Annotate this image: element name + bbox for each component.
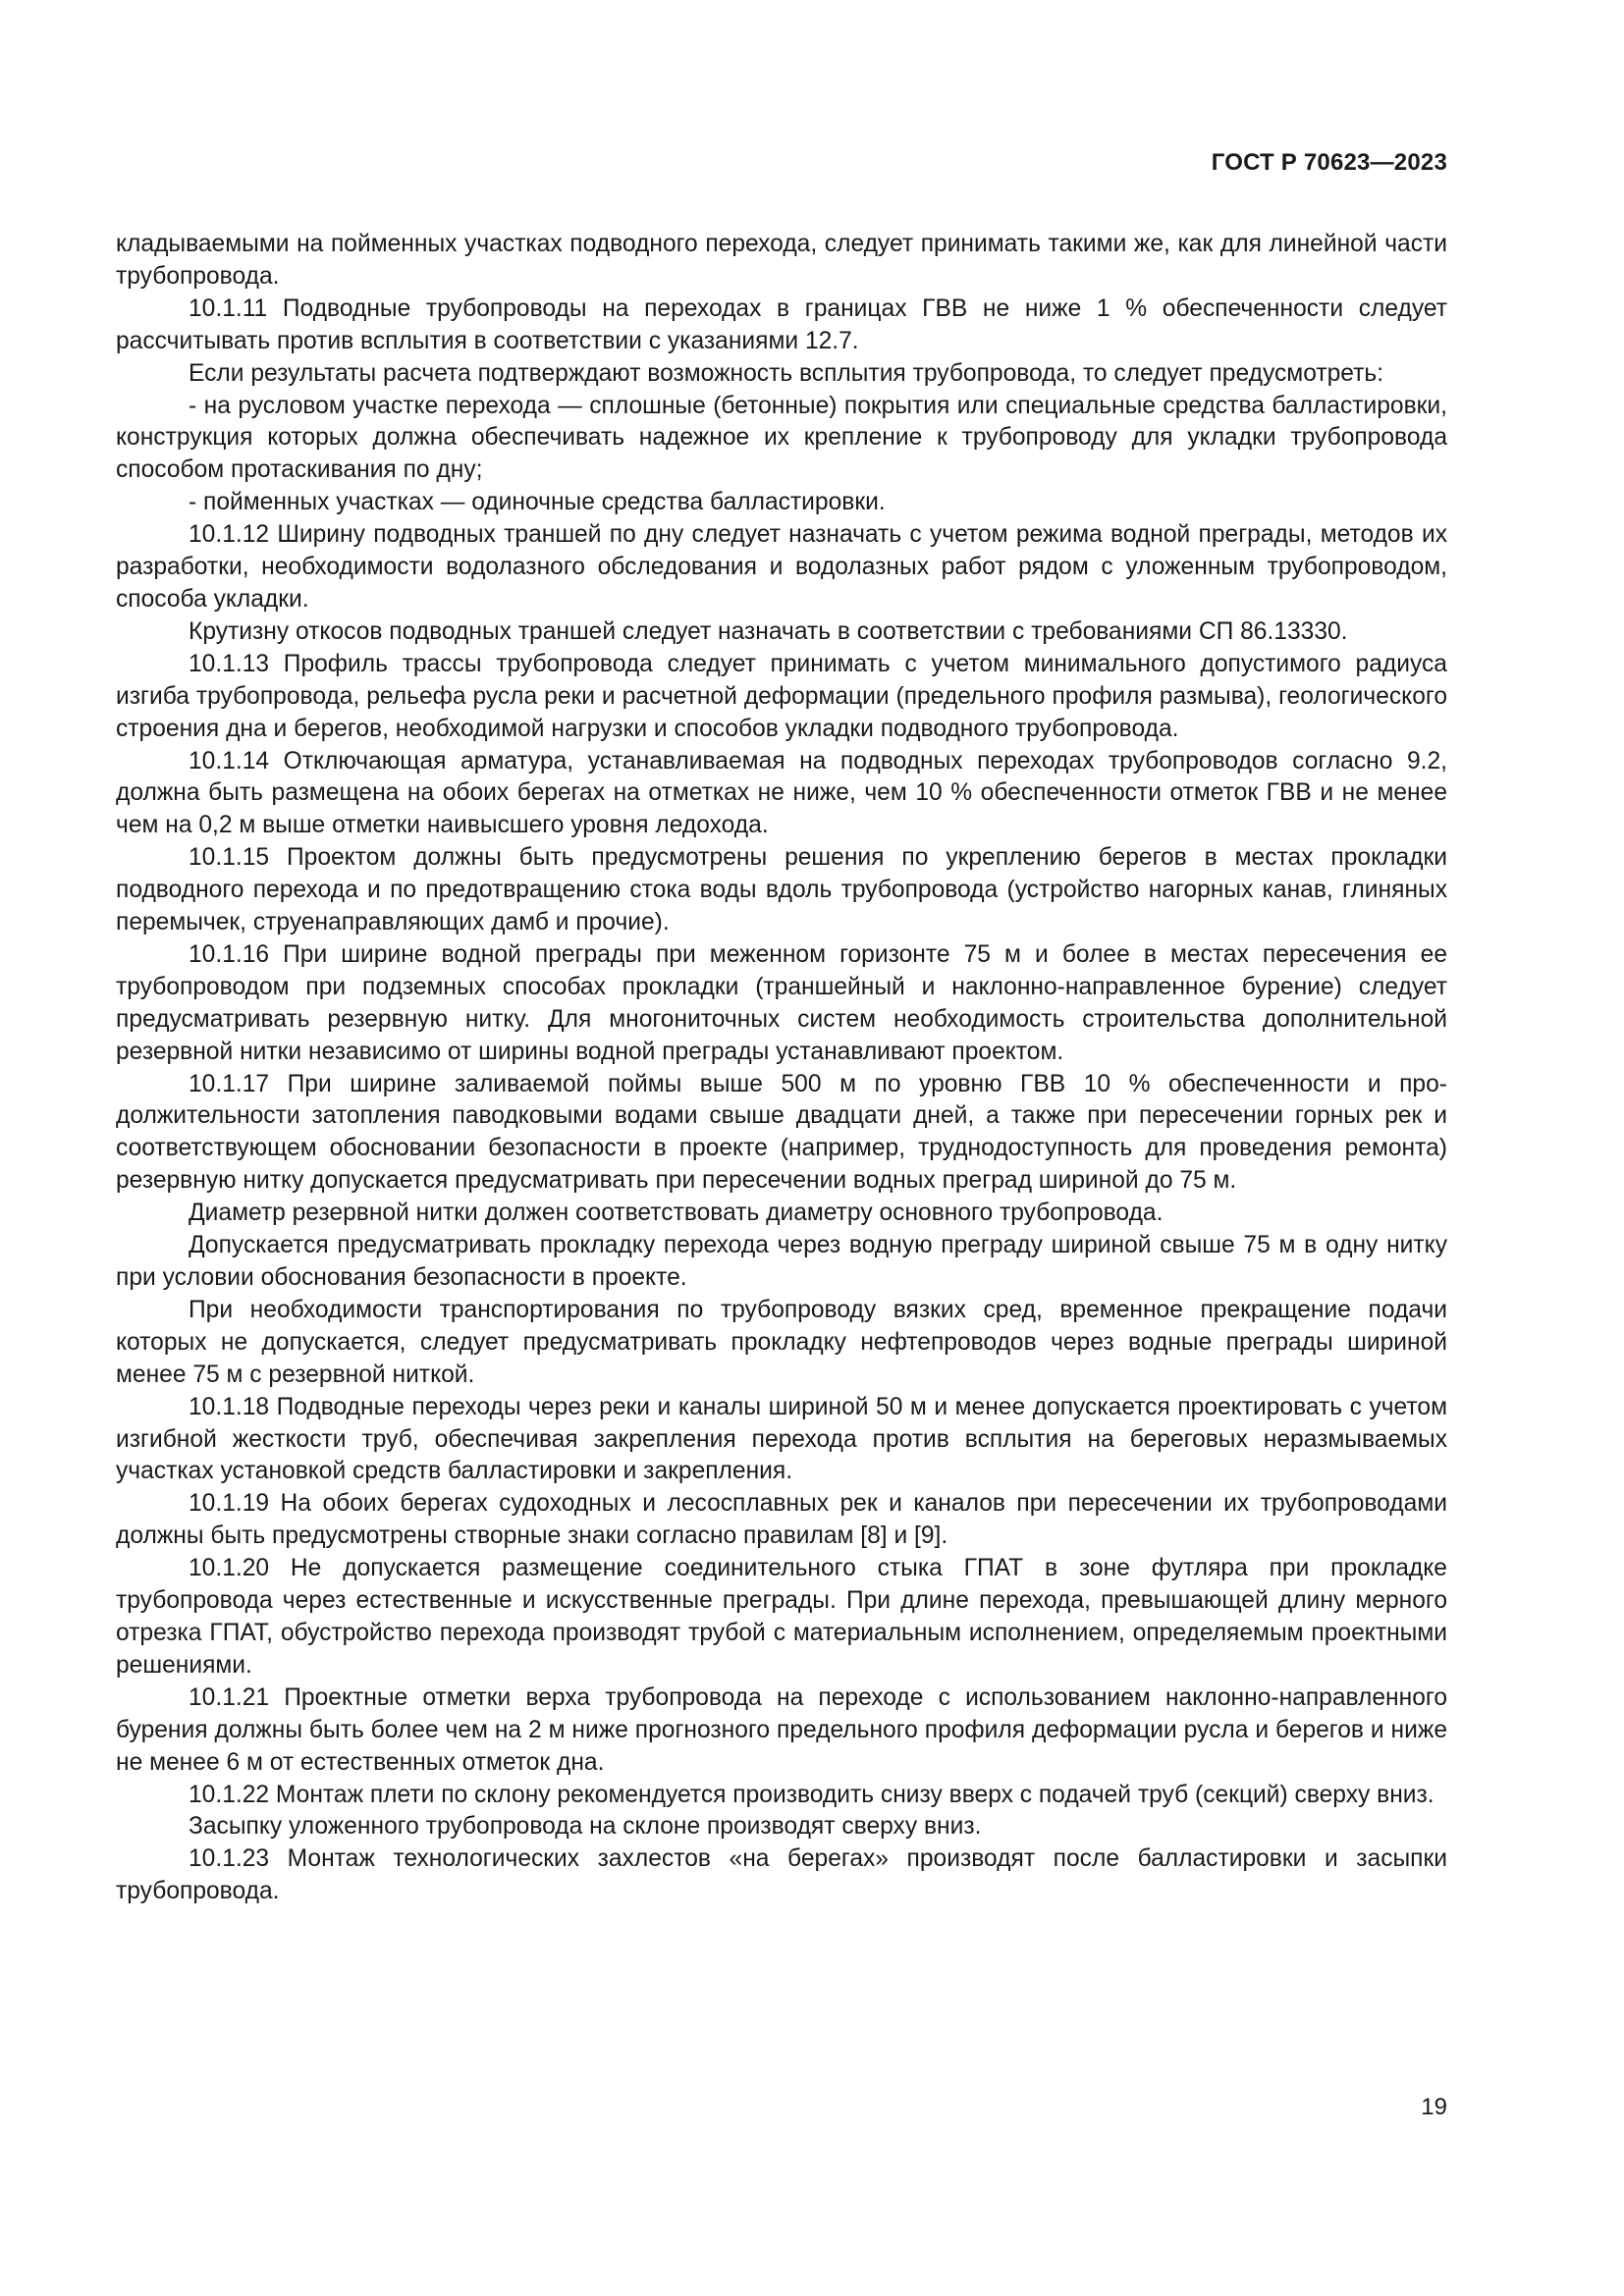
paragraph-10-1-15: 10.1.15 Проектом должны быть предусмотрены решения по укреплению берегов в местах прокладки подводного перехода и по предотвращению стока воды вдоль трубопровода (устройство нагорных канав, глиняных перемычек, струенаправляющих дамб и прочие). <box>116 844 1447 936</box>
paragraph-10-1-18: 10.1.18 Подводные переходы через реки и каналы шириной 50 м и менее допускается проектировать с учетом изгибной жесткости труб, обеспечивая закрепления перехода против всплытия на береговых неразмываемых участках установкой средств балластировки и закрепления. <box>116 1393 1447 1485</box>
paragraph-reserve-diameter: Диаметр резервной нитки должен соответствовать диаметру основного трубопровода. <box>189 1200 1164 1227</box>
paragraph-10-1-17: 10.1.17 При ширине заливаемой поймы выше 500 м по уровню ГВВ 10 % обеспеченности и продолжительности затопления паводковыми водами свыше двадцати дней, а также при пересечении горных рек и соответствующем обосновании безопасности в проекте (например, труднодоступность для проведения ремонта) резервную нитку допускается предусматривать при пересечении водных преград шириной до 75 м. <box>116 1070 1447 1195</box>
paragraph-single-line: Допускается предусматривать прокладку перехода через водную преграду шириной свыше 75 м в одну нитку при условии обоснования безопасности в проекте. <box>116 1232 1447 1291</box>
list-item-channel-section: - на русловом участке перехода — сплошные (бетонные) покрытия или специальные средства балластировки, конструкция которых должна обеспечивать надежное их крепление к трубопроводу для укладки трубопровода способом протаскивания по дну; <box>116 392 1447 484</box>
paragraph-continuation: кладываемыми на пойменных участках подводного перехода, следует принимать такими же, как для линейной части трубопровода. <box>116 231 1447 290</box>
paragraph-viscous-media: При необходимости транспортирования по трубопроводу вязких сред, временное прекращение подачи которых не допускается, следует предусматривать прокладку нефтепроводов через водные преграды шириной менее 75 м с резервной ниткой. <box>116 1296 1447 1388</box>
paragraph-10-1-21: 10.1.21 Проектные отметки верха трубопровода на переходе с использованием наклонно-направленного бурения должны быть более чем на 2 м ниже прогнозного предельного профиля деформации русла и берегов и ниже не менее 6 м от естественных отметок дна. <box>116 1683 1447 1776</box>
paragraph-slope-steepness: Крутизну откосов подводных траншей следует назначать в соответствии с требованиями СП 86.13330. <box>189 617 1348 645</box>
paragraph-10-1-14: 10.1.14 Отключающая арматура, устанавливаемая на подводных переходах трубопроводов согласно 9.2, должна быть размещена на обоих берегах на отметках не ниже, чем 10 % обеспеченности отметок ГВВ и не менее чем на 0,2 м выше отметки наивысшего уровня ледохода. <box>116 747 1447 839</box>
paragraph-10-1-19: 10.1.19 На обоих берегах судоходных и лесосплавных рек и каналов при пересечении их трубопроводами должны быть предусмотрены створные знаки согласно правилам [8] и [9]. <box>116 1490 1447 1550</box>
paragraph-10-1-20: 10.1.20 Не допускается размещение соединительного стыка ГПАТ в зоне футляра при прокладке трубопровода через естественные и искусственные преграды. При длине перехода, превышающей длину мерного отрезка ГПАТ, обустройство перехода производят трубой с материальным исполнением, определяемым проектными решениями. <box>116 1555 1447 1679</box>
paragraph-10-1-23: 10.1.23 Монтаж технологических захлестов «на берегах» производят после балластировки и засыпки трубопровода. <box>116 1845 1447 1905</box>
paragraph-10-1-16: 10.1.16 При ширине водной преграды при меженном горизонте 75 м и более в местах пересечения ее трубопроводом при подземных способах прокладки (траншейный и наклонно-направленное бурение) следует предусматривать резервную нитку. Для многониточных систем необходимость строительства дополнительной резервной нитки независимо от ширины водной преграды устанавливают проектом. <box>116 940 1447 1065</box>
paragraph-10-1-12: 10.1.12 Ширину подводных траншей по дну следует назначать с учетом режима водной преграды, методов их разработки, необходимости водолазного обследования и водолазных работ рядом с уложенным трубопроводом, способа укладки. <box>116 521 1447 613</box>
page-number: 19 <box>1421 2094 1447 2120</box>
paragraph-backfill: Засыпку уложенного трубопровода на склоне производят сверху вниз. <box>189 1813 982 1841</box>
list-item-floodplain-section: - пойменных участках — одиночные средства балластировки. <box>189 489 886 516</box>
paragraph-floatation-result: Если результаты расчета подтверждают возможность всплытия трубопровода, то следует предусмотреть: <box>189 359 1384 387</box>
document-code-header: ГОСТ Р 70623—2023 <box>1211 149 1447 176</box>
paragraph-10-1-13: 10.1.13 Профиль трассы трубопровода следует принимать с учетом минимального допустимого радиуса изгиба трубопровода, рельефа русла реки и расчетной деформации (предельного профиля размыва), геологического строения дна и берегов, необходимой нагрузки и способов укладки подводного трубопровода. <box>116 650 1447 742</box>
paragraph-10-1-11: 10.1.11 Подводные трубопроводы на переходах в границах ГВВ не ниже 1 % обеспеченности следует рассчитывать против всплытия в соответствии с указаниями 12.7. <box>116 294 1447 354</box>
body-text <box>116 229 1447 1908</box>
paragraph-10-1-22: 10.1.22 Монтаж плети по склону рекомендуется производить снизу вверх с подачей труб (секций) сверху вниз. <box>189 1781 1435 1808</box>
